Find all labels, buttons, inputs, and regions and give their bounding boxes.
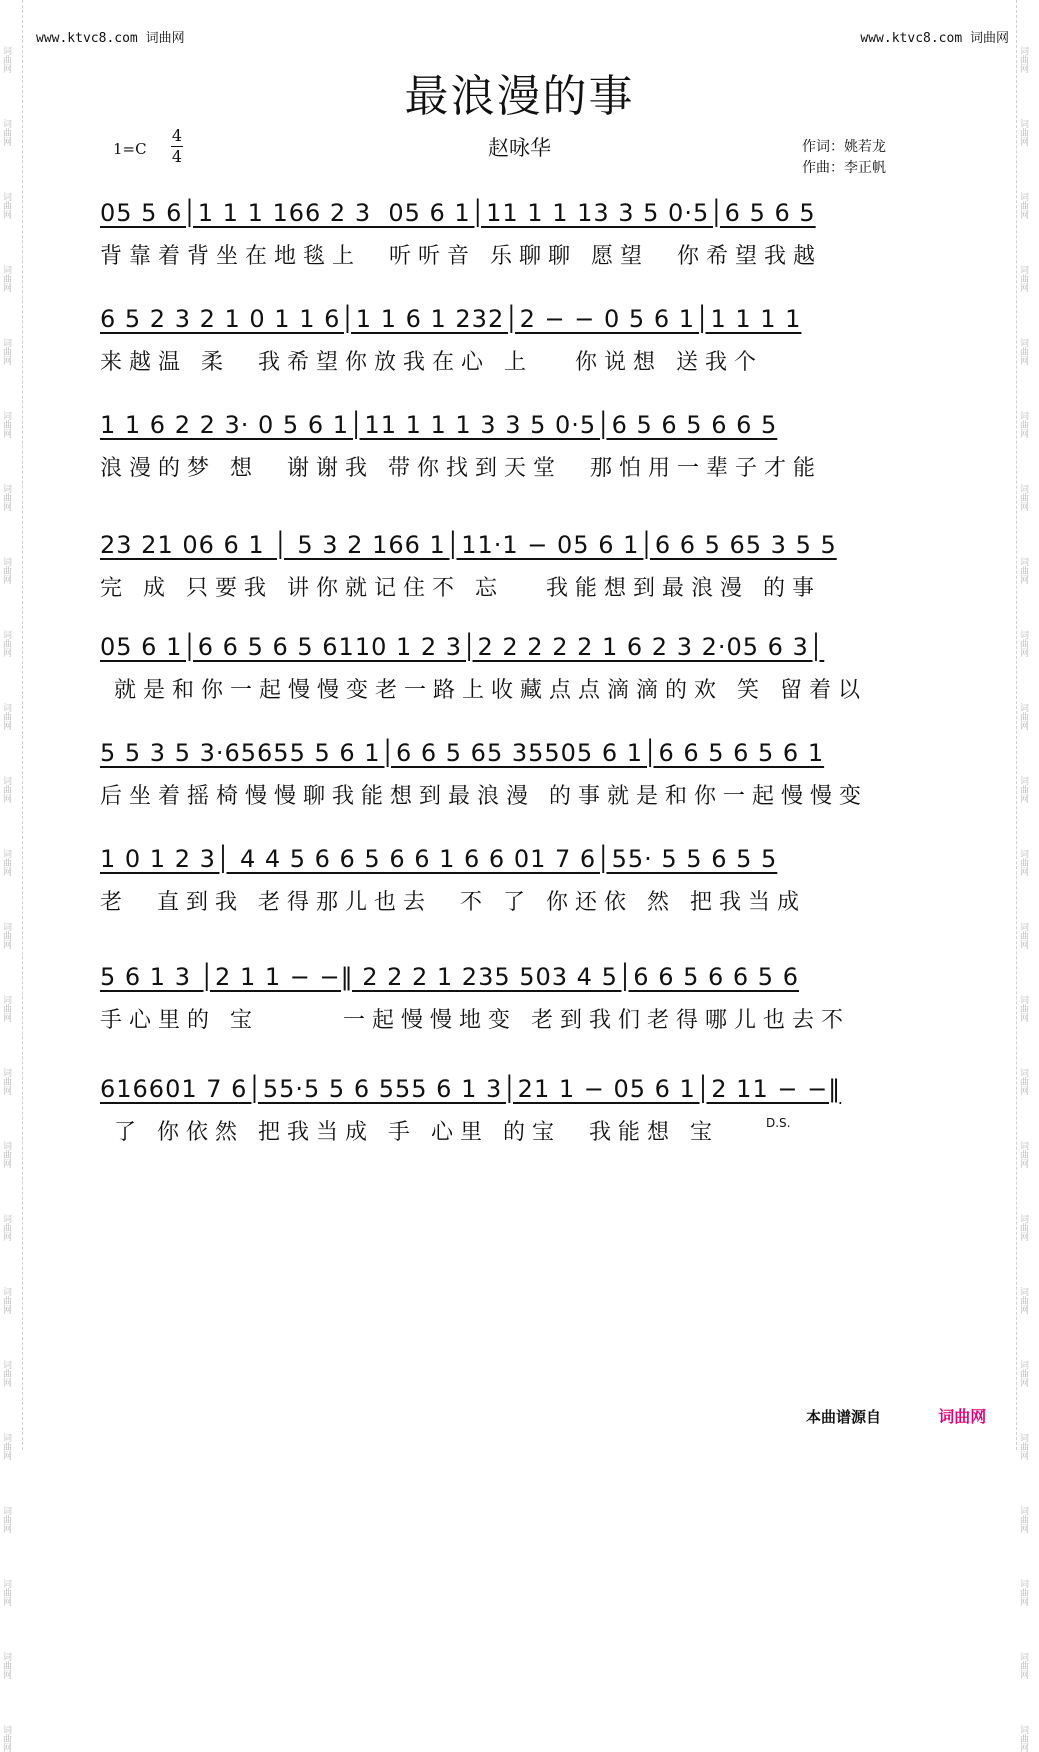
watermark-text: 词曲网: [1018, 46, 1028, 73]
watermark-text: 词曲网: [1018, 849, 1028, 876]
brand-link[interactable]: 词曲网: [938, 1407, 987, 1426]
lyric-line: 浪漫的梦 想 谢谢我 带你找到天堂 那怕用一辈子才能: [100, 456, 822, 481]
notation-line: 5 5 3 5 3·65655 5 6 1│6 6 5 65 35505 6 1│6 6 5 6 5 6 1: [100, 739, 825, 767]
watermark-text: 词曲网: [1018, 776, 1028, 803]
lyric-line: 完 成 只要我 讲你就记住不 忘 我能想到最浪漫 的事: [100, 576, 821, 601]
watermark-text: 词曲网: [1018, 995, 1028, 1022]
watermark-text: 词曲网: [1018, 1214, 1028, 1241]
lyricist: 作词：姚若龙: [802, 139, 886, 155]
singer-name: 赵咏华: [488, 136, 551, 160]
watermark-text: 词曲网: [1018, 192, 1028, 219]
site-url-right[interactable]: www.ktvc8.com 词曲网: [860, 31, 1009, 46]
watermark-text: 词曲网: [1018, 703, 1028, 730]
watermark-text: 词曲网: [1, 1287, 11, 1314]
watermark-text: 词曲网: [1, 1141, 11, 1168]
watermark-text: 词曲网: [1018, 1725, 1028, 1752]
right-watermark-strip: [1016, 0, 1039, 1752]
watermark-text: 词曲网: [1018, 265, 1028, 292]
watermark-text: 词曲网: [1, 1579, 11, 1606]
notation-line: 6 5 2 3 2 1 0 1 1 6│1 1 6 1 232│2 − − 0 5 6 1│1 1 1 1: [100, 305, 802, 333]
score-row: [100, 304, 940, 376]
watermark-text: 词曲网: [1, 484, 11, 511]
time-top: 4: [171, 126, 183, 145]
watermark-text: 词曲网: [1, 557, 11, 584]
score-row: [100, 962, 940, 1034]
watermark-text: 词曲网: [1, 119, 11, 146]
left-watermark-strip: [0, 0, 23, 1752]
score-row: [100, 530, 940, 602]
time-bottom: 4: [171, 147, 183, 166]
watermark-text: 词曲网: [1018, 338, 1028, 365]
watermark-text: 词曲网: [1, 46, 11, 73]
lyric-line: 背靠着背坐在地毯上 听听音 乐聊聊 愿望 你希望我越: [100, 244, 822, 269]
watermark-text: 词曲网: [1, 1214, 11, 1241]
notation-line: 05 5 6│1 1 1 166 2 3 05 6 1│11 1 1 13 3 5 0·5│6 5 6 5: [100, 199, 816, 227]
watermark-text: 词曲网: [1, 630, 11, 657]
watermark-text: 词曲网: [1, 1506, 11, 1533]
score-row: [100, 1074, 940, 1146]
watermark-text: 词曲网: [1018, 1141, 1028, 1168]
watermark-text: 词曲网: [1018, 1652, 1028, 1679]
watermark-text: 词曲网: [1, 265, 11, 292]
watermark-text: 词曲网: [1, 849, 11, 876]
score-row: [100, 738, 940, 810]
watermark-text: 词曲网: [1018, 1433, 1028, 1460]
watermark-text: 词曲网: [1018, 484, 1028, 511]
score-row: [100, 198, 940, 270]
watermark-text: 词曲网: [1, 338, 11, 365]
watermark-text: 词曲网: [1, 995, 11, 1022]
notation-line: 05 6 1│6 6 5 6 5 6110 1 2 3│2 2 2 2 2 1 6 2 3 2·05 6 3│: [100, 633, 825, 661]
lyric-line: 后坐着摇椅慢慢聊我能想到最浪漫 的事就是和你一起慢慢变: [100, 784, 868, 809]
watermark-text: 词曲网: [1, 703, 11, 730]
lyric-line: 老 直到我 老得那儿也去 不 了 你还依 然 把我当成: [100, 890, 806, 915]
notation-line: 5 6 1 3 │2 1 1 − −‖ 2 2 2 1 235 503 4 5│6 6 5 6 6 5 6: [100, 963, 799, 991]
score-row: [100, 632, 940, 704]
watermark-text: 词曲网: [1, 411, 11, 438]
watermark-text: 词曲网: [1, 922, 11, 949]
lyric-line: 就是和你一起慢慢变老一路上收藏点点滴滴的欢 笑 留着以: [100, 678, 867, 703]
key-signature: 1=C: [113, 140, 147, 158]
lyric-line: 了 你依然 把我当成 手 心里 的宝 我能想 宝: [100, 1120, 719, 1145]
watermark-text: 词曲网: [1, 1433, 11, 1460]
notation-line: 1 0 1 2 3│ 4 4 5 6 6 5 6 6 1 6 6 01 7 6│55· 5 5 6 5 5: [100, 845, 778, 873]
site-url-left[interactable]: www.ktvc8.com 词曲网: [36, 31, 185, 46]
watermark-text: 词曲网: [1018, 411, 1028, 438]
composer: 作曲：李正帆: [802, 160, 886, 176]
watermark-text: 词曲网: [1018, 1506, 1028, 1533]
score-row: [100, 844, 940, 916]
watermark-text: 词曲网: [1018, 630, 1028, 657]
credits: [802, 137, 886, 179]
watermark-text: 词曲网: [1018, 922, 1028, 949]
watermark-text: 词曲网: [1018, 1287, 1028, 1314]
watermark-text: 词曲网: [1018, 119, 1028, 146]
watermark-text: 词曲网: [1018, 1579, 1028, 1606]
watermark-text: 词曲网: [1, 1068, 11, 1095]
score-row: [100, 410, 940, 482]
watermark-text: 词曲网: [1, 1360, 11, 1387]
notation-line: 616601 7 6│55·5 5 6 555 6 1 3│21 1 − 05 6 1│2 11 − −‖: [100, 1075, 842, 1103]
lyric-line: 来越温 柔 我希望你放我在心 上 你说想 送我个: [100, 350, 763, 375]
watermark-text: 词曲网: [1, 1652, 11, 1679]
ds-marker: D.S.: [766, 1116, 791, 1130]
watermark-text: 词曲网: [1018, 1068, 1028, 1095]
footer: [806, 1404, 986, 1427]
watermark-text: 词曲网: [1018, 1360, 1028, 1387]
lyric-line: 手心里的 宝 一起慢慢地变 老到我们老得哪儿也去不: [100, 1008, 850, 1033]
watermark-text: 词曲网: [1, 192, 11, 219]
source-label: 本曲谱源自: [806, 1408, 882, 1426]
notation-line: 1 1 6 2 2 3· 0 5 6 1│11 1 1 1 3 3 5 0·5│6 5 6 5 6 6 5: [100, 411, 778, 439]
watermark-text: 词曲网: [1, 776, 11, 803]
song-title: 最浪漫的事: [404, 71, 635, 122]
watermark-text: 词曲网: [1018, 557, 1028, 584]
notation-line: 23 21 06 6 1 │ 5 3 2 166 1│11·1 − 05 6 1│6 6 5 65 3 5 5: [100, 531, 837, 559]
watermark-text: 词曲网: [1, 1725, 11, 1752]
